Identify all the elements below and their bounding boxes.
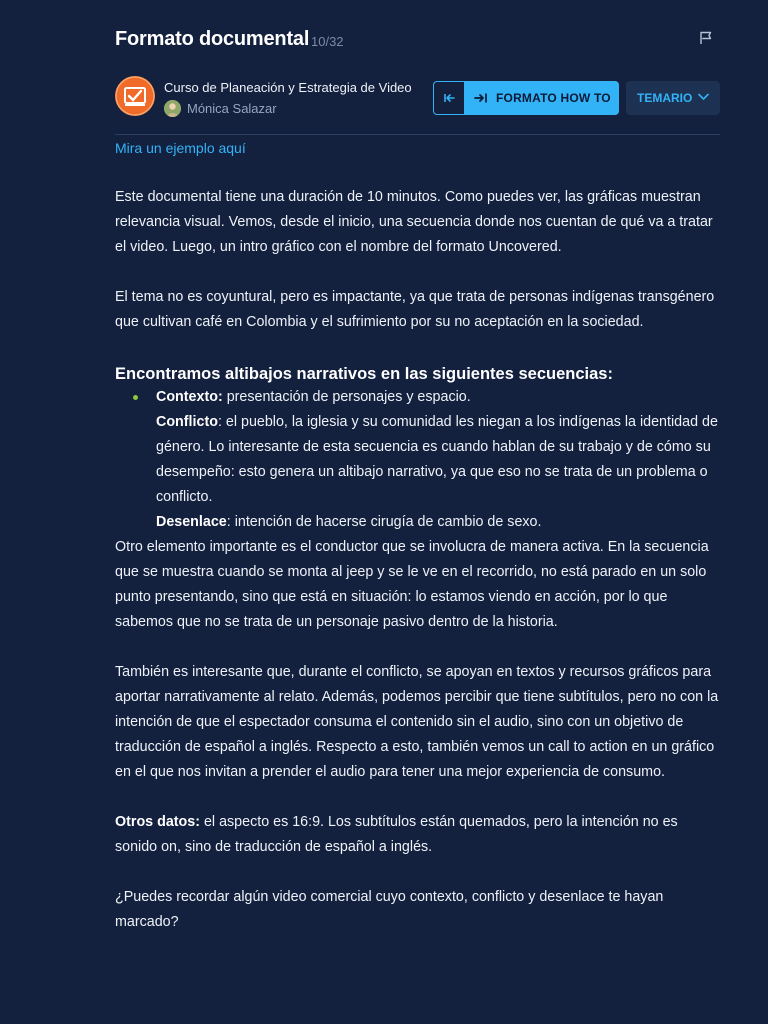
example-link[interactable]: Mira un ejemplo aquí [115, 140, 246, 156]
list-item-context [156, 385, 723, 535]
header [115, 28, 720, 54]
syllabus-label: TEMARIO [637, 91, 693, 105]
other-data-text: el aspecto es 16:9. Los subtítulos están quemados, pero la intención no es sonido on, sino de traducción de español a inglés. [115, 814, 678, 855]
syllabus-dropdown[interactable] [626, 81, 720, 115]
bullet-icon [133, 395, 138, 400]
page-title: Formato documental [115, 28, 310, 50]
reading-content [115, 185, 723, 935]
outcome-text: : intención de hacerse cirugía de cambio de sexo. [226, 514, 542, 530]
skip-forward-icon [474, 92, 488, 104]
conflict-text: : el pueblo, la iglesia y su comunidad les niegan a los indígenas la identidad de género. Lo interesante de esta secuencia es cuando hablan de su trabajo y de cómo su desempeño: esto genera un altibajo narrativo, ya que eso no se trata de un problema o conflicto. [156, 414, 718, 505]
class-counter: 10/32 [311, 34, 344, 49]
class-navigation [433, 81, 619, 115]
flag-icon[interactable] [698, 30, 714, 46]
teacher-name: Mónica Salazar [187, 101, 277, 116]
paragraph-topic: El tema no es coyuntural, pero es impactante, ya que trata de personas indígenas transgénero que cultivan café en Colombia y el sufrimiento por su no aceptación en la sociedad. [115, 289, 715, 330]
divider [115, 134, 720, 135]
paragraph-duration: Este documental tiene una duración de 10 minutos. Como puedes ver, las gráficas muestran relevancia visual. Vemos, desde el inicio, una secuencia donde nos cuentan de qué va a tratar el video. Luego, un intro gráfico con el nombre del formato Uncovered. [115, 189, 713, 255]
chevron-down-icon [698, 93, 709, 101]
sequence-list [115, 385, 723, 535]
context-text: presentación de personajes y espacio. [222, 389, 471, 405]
course-badge-icon[interactable] [115, 76, 155, 116]
paragraph-question: ¿Puedes recordar algún video comercial cuyo contexto, conflicto y desenlace te hayan marcado? [115, 889, 664, 930]
section-heading: Encontramos altibajos narrativos en las siguientes secuencias: [115, 365, 613, 383]
paragraph-graphics: También es interesante que, durante el conflicto, se apoyan en textos y recursos gráficos para aportar narrativamente al relato. Además, podemos percibir que tiene subtítulos, pero no con la intención de que el espectador consuma el contenido sin el audio, sino con un objetivo de traducción de español a inglés. Respecto a esto, también vemos un call to action en un gráfico en el que nos invitan a prender el audio para tener una mejor experiencia de consumo. [115, 664, 719, 780]
paragraph-host: Otro elemento importante es el conductor que se involucra de manera activa. En la secuencia que se muestra cuando se monta al jeep y se le ve en el recorrido, no está parado en un solo punto presentando, sino que está en situación: lo estamos viendo en acción, por lo que sabemos que no se trata de un personaje pasivo dentro de la historia. [115, 539, 709, 630]
other-data-label: Otros datos: [115, 814, 200, 830]
course-name[interactable]: Curso de Planeación y Estrategia de Video [164, 80, 412, 95]
outcome-label: Desenlace [156, 514, 227, 530]
course-info [115, 76, 720, 120]
next-class-button[interactable] [464, 81, 619, 115]
paragraph-other-data [115, 810, 723, 860]
avatar [164, 100, 181, 117]
next-class-label: FORMATO HOW TO [496, 91, 611, 105]
context-label: Contexto: [156, 389, 223, 405]
conflict-label: Conflicto [156, 414, 218, 430]
previous-class-button[interactable] [433, 81, 465, 115]
skip-back-icon [434, 82, 464, 114]
